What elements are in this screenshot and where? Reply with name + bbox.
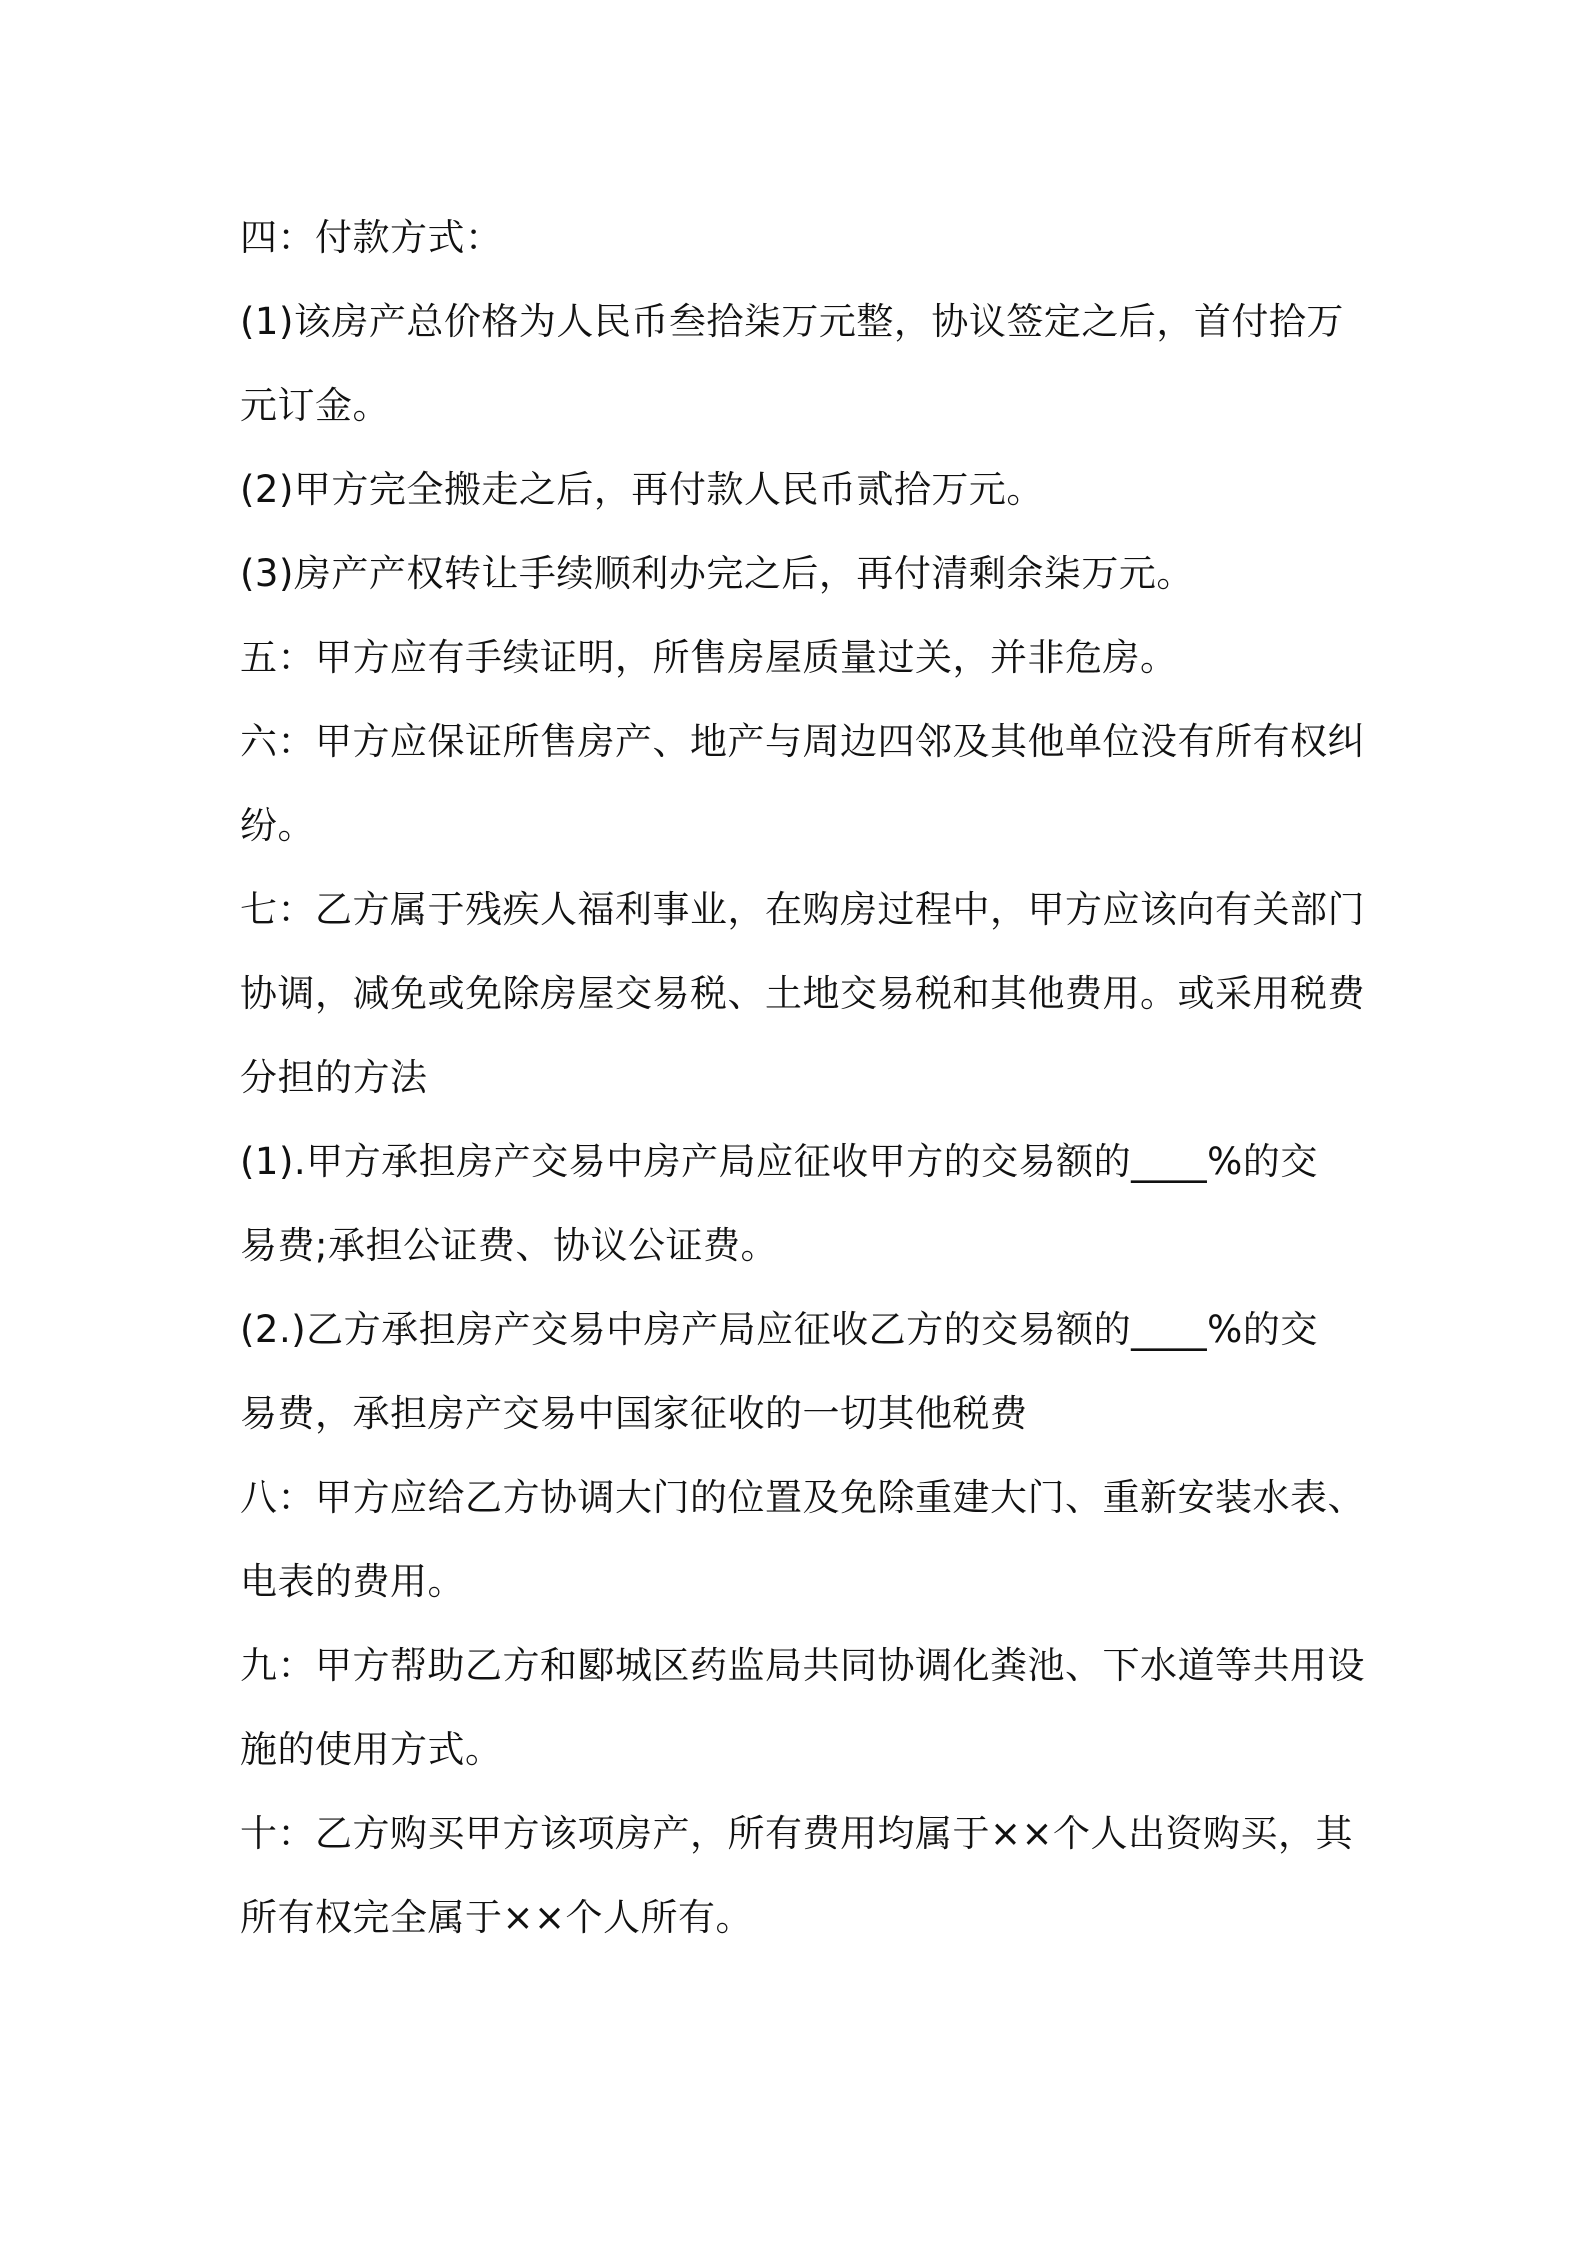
section-six-line-2: 纷。 (240, 804, 315, 847)
payment-item-1-line-1: (1)该房产总价格为人民币叁拾柒万元整，协议签定之后，首付拾万 (240, 300, 1344, 343)
section-eight-line-2: 电表的费用。 (240, 1560, 465, 1603)
section-seven-line-3: 分担的方法 (240, 1056, 428, 1099)
section-seven-line-1: 七：乙方属于残疾人福利事业，在购房过程中，甲方应该向有关部门 (240, 888, 1365, 931)
section-nine-line-2: 施的使用方式。 (240, 1728, 503, 1771)
payment-item-2: (2)甲方完全搬走之后，再付款人民币贰拾万元。 (240, 468, 1044, 511)
section-ten-line-2: 所有权完全属于××个人所有。 (240, 1896, 754, 1939)
document-body (240, 196, 1365, 1960)
section-six-line-1: 六：甲方应保证所售房产、地产与周边四邻及其他单位没有所有权纠 (240, 720, 1365, 763)
tax-item-2-line-2: 易费，承担房产交易中国家征收的一切其他税费 (240, 1392, 1028, 1435)
payment-item-1-line-2: 元订金。 (240, 384, 390, 427)
section-five: 五：甲方应有手续证明，所售房屋质量过关，并非危房。 (240, 636, 1178, 679)
section-nine-line-1: 九：甲方帮助乙方和郾城区药监局共同协调化粪池、下水道等共用设 (240, 1644, 1365, 1687)
tax-item-1-line-2: 易费;承担公证费、协议公证费。 (240, 1224, 778, 1267)
section-seven-line-2: 协调，减免或免除房屋交易税、土地交易税和其他费用。或采用税费 (240, 972, 1365, 1015)
section-four-heading: 四：付款方式： (240, 216, 503, 259)
tax-item-2-line-1: (2.)乙方承担房产交易中房产局应征收乙方的交易额的____%的交 (240, 1308, 1318, 1351)
section-eight-line-1: 八：甲方应给乙方协调大门的位置及免除重建大门、重新安装水表、 (240, 1476, 1365, 1519)
payment-item-3: (3)房产产权转让手续顺利办完之后，再付清剩余柒万元。 (240, 552, 1194, 595)
tax-item-1-line-1: (1).甲方承担房产交易中房产局应征收甲方的交易额的____%的交 (240, 1140, 1318, 1183)
section-ten-line-1: 十：乙方购买甲方该项房产，所有费用均属于××个人出资购买，其 (240, 1812, 1354, 1855)
